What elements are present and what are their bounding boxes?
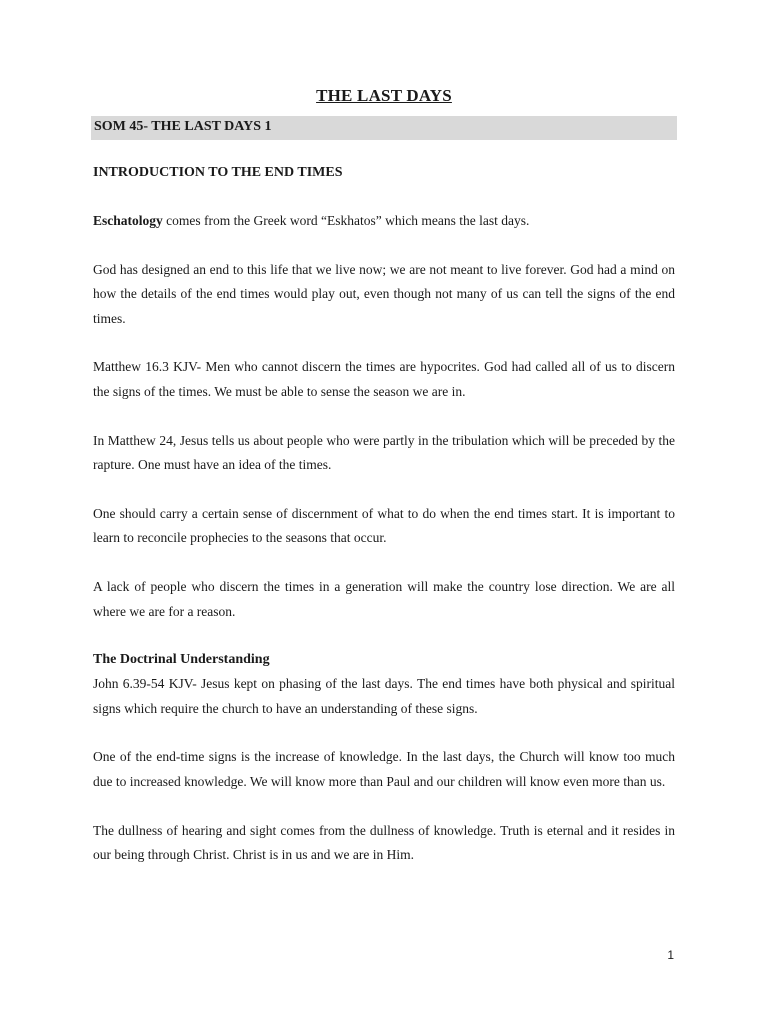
paragraph: In Matthew 24, Jesus tells us about people who were partly in the tribulation which will be preceded by the rapture. One must have an idea of the times. [93,432,675,473]
doctrinal-heading: The Doctrinal Understanding [93,652,270,668]
paragraph-text: comes from the Greek word “Eskhatos” which means the last days. [162,213,530,228]
intro-heading: INTRODUCTION TO THE END TIMES [93,165,343,180]
paragraph: The dullness of hearing and sight comes from the dullness of knowledge. Truth is eternal and it resides in our being through Christ. Christ is in us and we are in Him. [93,822,675,863]
section-header-bar [91,116,677,140]
page-number: 1 [667,948,674,962]
document-body [93,163,675,868]
document-title: THE LAST DAYS [316,86,452,105]
paragraph-eschatology [93,209,675,234]
paragraph: A lack of people who discern the times in a generation will make the country lose direction. We are all where we are for a reason. [93,578,675,619]
paragraph: One should carry a certain sense of discernment of what to do when the end times start. It is important to learn to reconcile prophecies to the seasons that occur. [93,505,675,546]
paragraph: Matthew 16.3 KJV- Men who cannot discern the times are hypocrites. God had called all of us to discern the signs of the times. We must be able to sense the season we are in. [93,359,675,399]
paragraph: One of the end-time signs is the increase of knowledge. In the last days, the Church will know too much due to increased knowledge. We will know more than Paul and our children will know even more than us. [93,749,675,789]
paragraph: God has designed an end to this life that we live now; we are not meant to live forever. God had a mind on how the details of the end times would play out, even though not many of us can tell the signs of the end times. [93,261,675,326]
paragraph: John 6.39-54 KJV- Jesus kept on phasing of the last days. The end times have both physical and spiritual signs which require the church to have an understanding of these signs. [93,676,675,716]
paragraph-lead-term: Eschatology [93,213,163,228]
section-header-text: SOM 45- THE LAST DAYS 1 [94,119,272,134]
